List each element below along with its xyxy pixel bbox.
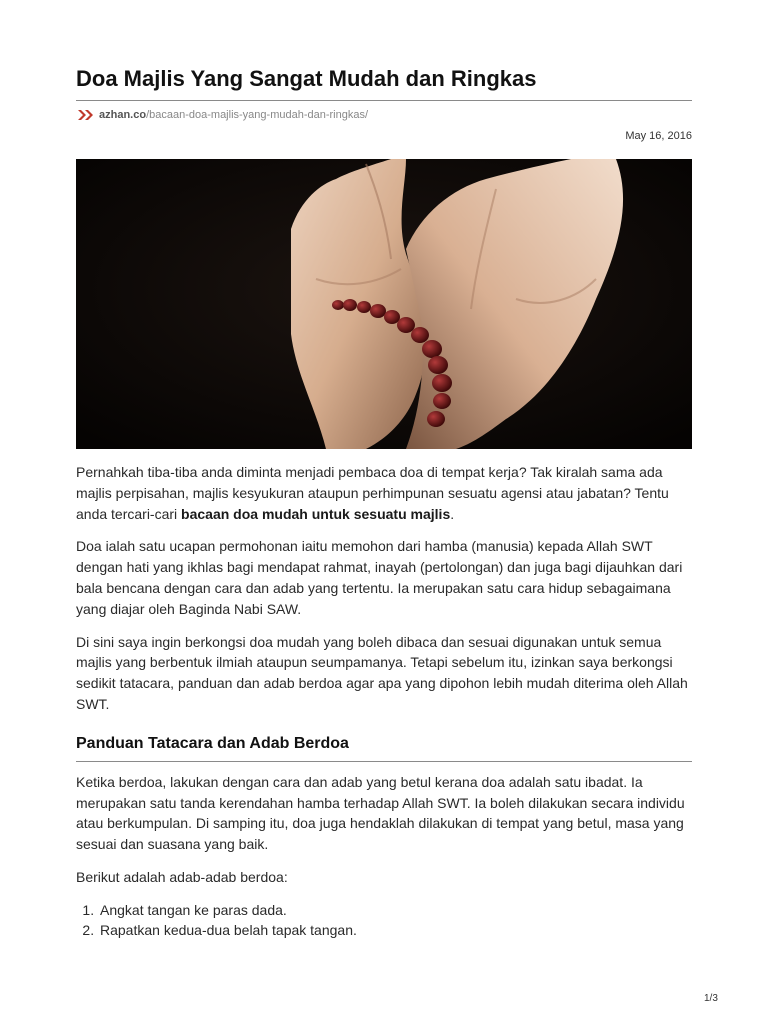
paragraph-list-intro: Berikut adalah adab-adab berdoa: (76, 868, 288, 885)
source-url[interactable] (99, 109, 368, 121)
source-path: /bacaan-doa-majlis-yang-mudah-dan-ringkas/ (146, 109, 369, 121)
paragraph-guidance: Ketika berdoa, lakukan dengan cara dan adab yang betul kerana doa adalah satu ibadat. Ia merupakan satu tanda kerendahan hamba terhadap Allah SWT. Ia boleh dilakukan secara individu atau berkumpulan. Di samping itu, doa juga hendaklah dilakukan di tempat yang betul, masa yang sesuai dan suasana yang baik. (76, 773, 685, 853)
hero-image (76, 159, 692, 449)
section-heading: Panduan Tatacara dan Adab Berdoa (76, 735, 692, 762)
paragraph-definition: Doa ialah satu ucapan permohonan iaitu memohon dari hamba (manusia) kepada Allah SWT dengan hati yang ikhlas bagi mendapat rahmat, inayah (pertolongan) dan juga bagi dijauhkan dari bala bencana dengan cara dan adab yang tertentu. Ia merupakan satu cara hidup sebagaimana yang diajar oleh Baginda Nabi SAW. (76, 538, 683, 617)
title-divider (76, 100, 692, 101)
list-item: 1. Angkat tangan ke paras dada. (98, 900, 692, 920)
source-link[interactable] (78, 107, 368, 123)
article-body (76, 462, 692, 940)
page-number: 1/3 (704, 993, 718, 1004)
emphasis-text: bacaan doa mudah untuk sesuatu majlis (181, 505, 451, 522)
list-item: 2. Rapatkan kedua-dua belah tapak tangan. (98, 920, 692, 940)
praying-hands-icon (76, 159, 692, 449)
double-chevron-right-icon (78, 110, 94, 120)
paragraph-intro: Pernahkah tiba-tiba anda diminta menjadi pembaca doa di tempat kerja? Tak kiralah sama ada majlis perpisahan, majlis kesyukuran ataupun perhimpunan sesuatu agensi atau jabatan? Tentu anda tercari-cari bacaan doa mudah untuk sesuatu majlis. (76, 464, 669, 522)
page-title: Doa Majlis Yang Sangat Mudah dan Ringkas (76, 66, 537, 91)
paragraph-sharing: Di sini saya ingin berkongsi doa mudah yang boleh dibaca dan sesuai digunakan untuk semua majlis yang berbentuk ilmiah ataupun seumpamanya. Tetapi sebelum itu, izinkan saya berkongsi sedikit tatacara, panduan dan adab berdoa agar apa yang dipohon lebih mudah diterima oleh Allah SWT. (76, 633, 688, 712)
source-domain: azhan.co (99, 109, 147, 121)
publish-date: May 16, 2016 (625, 130, 692, 142)
adab-list (76, 900, 692, 940)
